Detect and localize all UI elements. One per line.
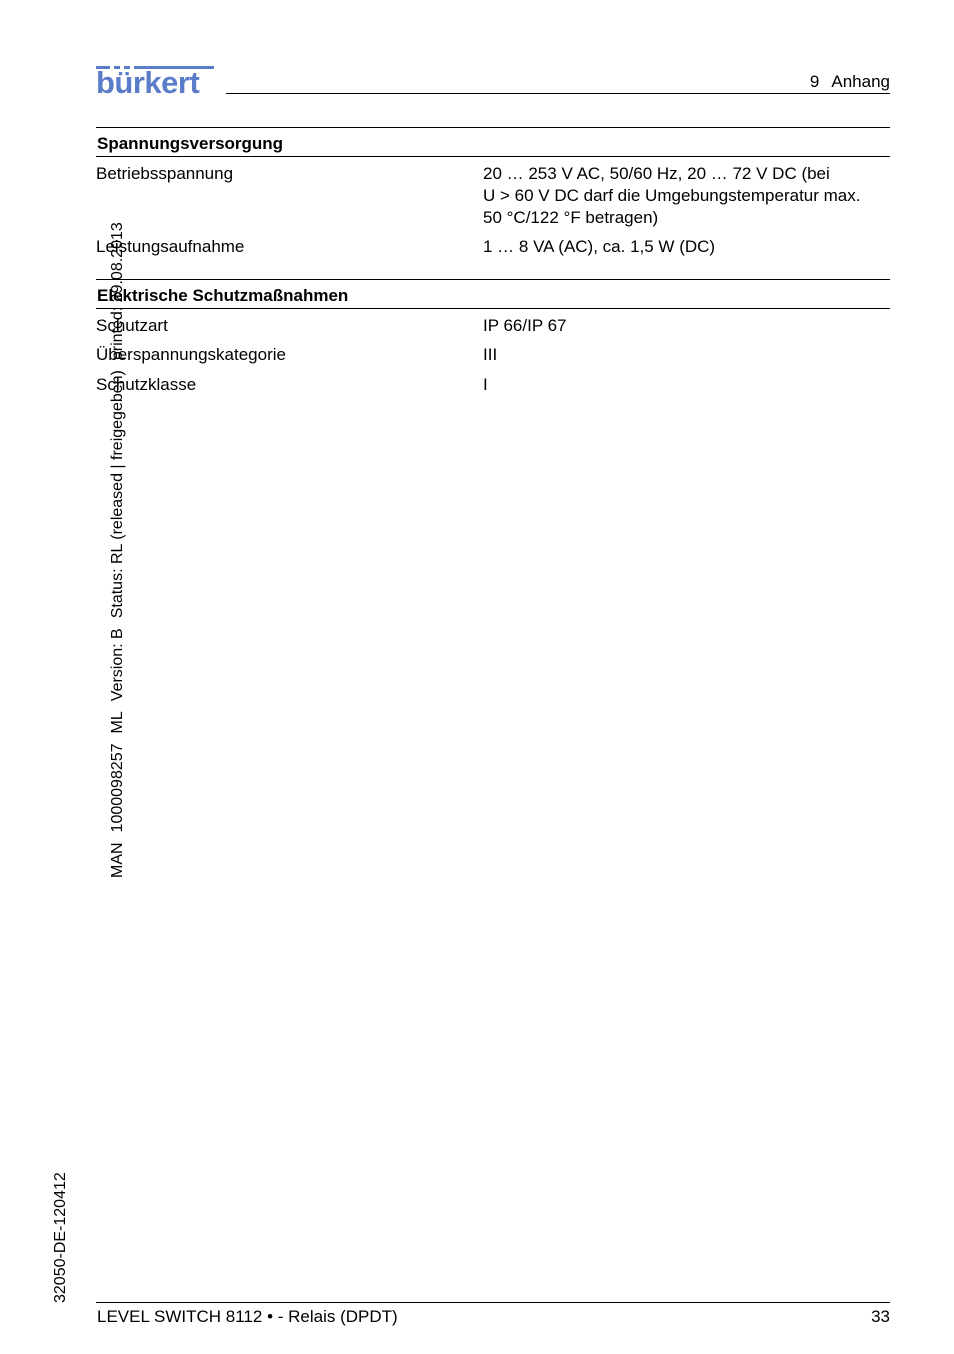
stamp-man: MAN — [109, 842, 126, 878]
value-line: U > 60 V DC darf die Umgebungstemperatur max. — [483, 186, 861, 205]
value-line: 50 °C/122 °F betragen) — [483, 208, 659, 227]
section-header-power-supply — [96, 127, 890, 157]
value-line: I — [483, 375, 488, 394]
stamp-lang: ML — [109, 711, 126, 734]
row-value-protection-class-ip — [483, 315, 893, 337]
document-status-stamp — [109, 222, 127, 878]
footer-rule — [96, 1302, 890, 1303]
row-label-protection-class-ip: Schutzart — [96, 316, 168, 335]
page-number: 33 — [871, 1307, 890, 1326]
value-line: 20 … 253 V AC, 50/60 Hz, 20 … 72 V DC (bei — [483, 164, 830, 183]
stamp-number: 1000098257 — [109, 743, 126, 833]
row-label-operating-voltage: Betriebsspannung — [96, 164, 234, 183]
row-label-power-consumption: Leistungsaufnahme — [96, 237, 245, 256]
row-label-protection-class: Schutzklasse — [96, 375, 197, 394]
section-title-electrical-protection: Elektrische Schutzmaßnahmen — [97, 286, 349, 305]
header-section — [810, 72, 890, 92]
section-number: 9 — [809, 72, 820, 91]
row-value-overvoltage-category — [483, 344, 893, 366]
row-value-power-consumption — [483, 236, 893, 258]
row-label-overvoltage-category: Überspannungskategorie — [96, 345, 286, 364]
logo-text: bürkert — [96, 65, 200, 100]
stamp-status: Status: RL (released | freigegeben) — [109, 370, 126, 619]
footer-product-name: LEVEL SWITCH 8112 • - Relais (DPDT) — [97, 1307, 398, 1326]
value-line: III — [483, 345, 498, 364]
value-line: 1 … 8 VA (AC), ca. 1,5 W (DC) — [483, 237, 716, 256]
row-value-operating-voltage — [483, 163, 893, 229]
row-value-protection-class — [483, 374, 893, 396]
document-code: 32050-DE-120412 — [52, 1172, 69, 1303]
buerkert-logo — [96, 66, 214, 98]
section-title: Anhang — [831, 72, 890, 91]
value-line: IP 66/IP 67 — [483, 316, 567, 335]
section-title-power-supply: Spannungsversorgung — [97, 134, 284, 153]
header-rule — [226, 93, 890, 94]
stamp-version: Version: B — [109, 628, 126, 702]
section-header-electrical-protection — [96, 279, 890, 309]
stamp-printed: printed: 29.08.2013 — [109, 222, 126, 361]
